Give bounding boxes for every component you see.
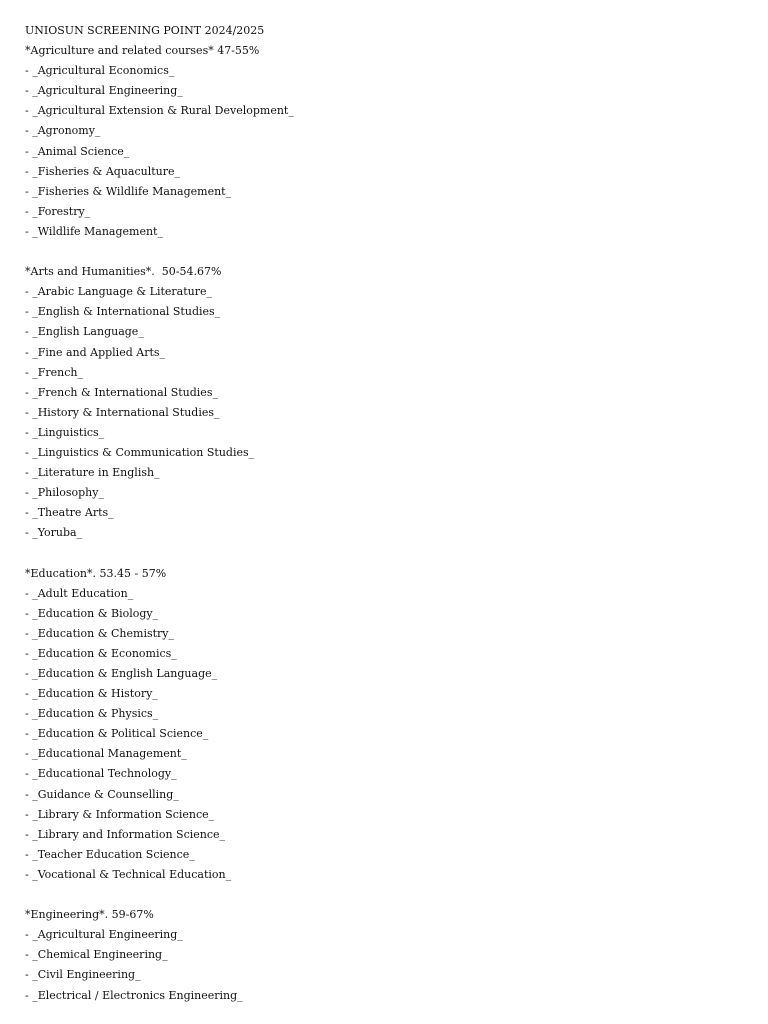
section-heading: *Arts and Humanities*. 50-54.67%	[25, 265, 222, 279]
blank-line	[25, 242, 745, 262]
blank-line	[25, 543, 745, 563]
document-body	[25, 21, 745, 1006]
blank-line	[25, 885, 745, 905]
list-item: - _Fine and Applied Arts_	[25, 345, 166, 359]
list-item: - _Agronomy_	[25, 124, 101, 138]
list-item: - _Theatre Arts_	[25, 506, 114, 520]
list-item: - _Education & Physics_	[25, 707, 159, 721]
list-item: - _Library and Information Science_	[25, 827, 226, 841]
list-item: - _English Language_	[25, 325, 144, 339]
list-item: - _Literature in English_	[25, 466, 160, 480]
list-item: - _Chemical Engineering_	[25, 948, 168, 962]
list-item: - _Animal Science_	[25, 144, 130, 158]
list-item: - _Linguistics & Communication Studies_	[25, 445, 255, 459]
section-arts-humanities	[25, 262, 745, 543]
section-heading: *Engineering*. 59-67%	[25, 908, 154, 922]
list-item: - _Library & Information Science_	[25, 807, 215, 821]
list-item: - _Educational Technology_	[25, 767, 177, 781]
list-item: - _English & International Studies_	[25, 305, 221, 319]
list-item: - _Education & Economics_	[25, 646, 177, 660]
list-item: - _Electrical / Electronics Engineering_	[25, 988, 243, 1002]
list-item: - _Education & Political Science_	[25, 727, 209, 741]
document-title: UNIOSUN SCREENING POINT 2024/2025	[25, 24, 265, 37]
list-item: - _Forestry_	[25, 204, 91, 218]
list-item: - _French & International Studies_	[25, 385, 218, 399]
list-item: - _Education & English Language_	[25, 667, 218, 680]
list-item: - _French_	[25, 365, 83, 379]
list-item: - _Fisheries & Aquaculture_	[25, 164, 180, 178]
list-item: - _Wildlife Management_	[25, 224, 163, 238]
list-item: - _Agricultural Engineering_	[25, 84, 183, 98]
section-education	[25, 564, 745, 886]
list-item: - _Education & Chemistry_	[25, 626, 175, 640]
list-item: - _Agricultural Engineering_	[25, 928, 183, 942]
list-item: - _Educational Management_	[25, 747, 187, 761]
list-item: - _Philosophy_	[25, 486, 104, 500]
section-engineering	[25, 905, 745, 1005]
list-item: - _Agricultural Economics_	[25, 64, 175, 78]
list-item: - _History & International Studies_	[25, 405, 220, 419]
list-item: - _Education & History_	[25, 687, 158, 701]
list-item: - _Yoruba_	[25, 526, 83, 540]
list-item: - _Arabic Language & Literature_	[25, 285, 212, 299]
list-item: - _Vocational & Technical Education_	[25, 867, 232, 881]
list-item: - _Agricultural Extension & Rural Development_	[25, 104, 294, 118]
list-item: - _Adult Education_	[25, 586, 134, 600]
list-item: - _Civil Engineering_	[25, 968, 141, 982]
section-heading: *Agriculture and related courses* 47-55%	[25, 44, 260, 58]
section-agriculture	[25, 41, 745, 242]
list-item: - _Fisheries & Wildlife Management_	[25, 184, 232, 198]
list-item: - _Education & Biology_	[25, 606, 159, 620]
list-item: - _Linguistics_	[25, 425, 105, 439]
section-heading: *Education*. 53.45 - 57%	[25, 566, 167, 580]
list-item: - _Guidance & Counselling_	[25, 787, 179, 801]
list-item: - _Teacher Education Science_	[25, 847, 195, 861]
